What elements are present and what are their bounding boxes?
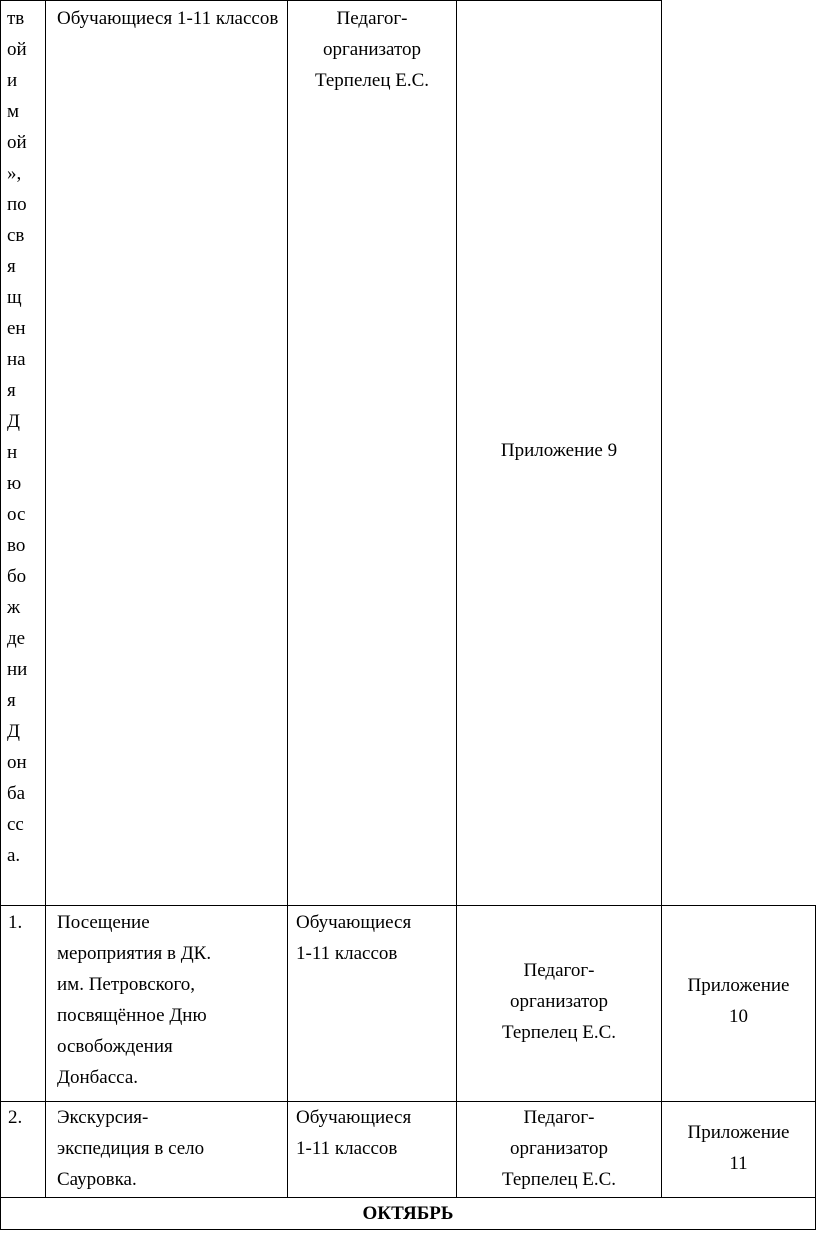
appendix-text: Приложение 9 <box>500 440 618 461</box>
fragment-line: на <box>7 349 26 370</box>
fragment-line: ой <box>7 39 27 60</box>
event-line: Экскурсия- <box>57 1107 149 1128</box>
responsible-cell <box>457 955 661 1048</box>
event-line: им. Петровского, <box>57 974 196 995</box>
fragment-line: ен <box>7 318 26 339</box>
event-line: посвящённое Дню <box>57 1005 207 1026</box>
event-line: мероприятия в ДК. <box>57 943 212 964</box>
fragment-line: я <box>7 690 16 711</box>
fragment-line: бо <box>7 566 27 587</box>
fragment-line: Д <box>7 721 20 742</box>
fragment-line: ю <box>7 473 22 494</box>
col-divider <box>45 0 46 1198</box>
table-top-border <box>0 0 662 1</box>
participants-line: 1-11 классов <box>296 943 398 964</box>
fragment-line: ни <box>7 659 28 680</box>
fragment-line: ба <box>7 783 26 804</box>
fragment-line: ж <box>7 597 21 618</box>
appendix-line: 10 <box>729 1006 748 1027</box>
responsible-line: Терпелец Е.С. <box>501 1022 617 1043</box>
fragment-line: св <box>7 225 25 246</box>
event-line: Донбасса. <box>57 1067 139 1088</box>
participants-cell <box>296 907 454 969</box>
participants-line: Обучающиеся <box>296 912 412 933</box>
participants-line: 1-11 классов <box>296 1138 398 1159</box>
fragment-line: во <box>7 535 26 556</box>
appendix-cell <box>662 1117 815 1179</box>
appendix-cell <box>662 970 815 1032</box>
fragment-line: ос <box>7 504 26 525</box>
appendix-line: Приложение <box>687 1122 790 1143</box>
col-divider <box>661 0 662 906</box>
col-divider <box>287 0 288 1198</box>
responsible-line: организатор <box>509 991 609 1012</box>
fragment-line: а. <box>7 845 21 866</box>
fragment-line: по <box>7 194 27 215</box>
table-bottom-border <box>0 1229 816 1230</box>
event-name-fragment <box>7 3 43 871</box>
responsible-cell <box>288 3 456 96</box>
participants-line: Обучающиеся <box>296 1107 412 1128</box>
fragment-line: я <box>7 256 16 277</box>
row-number: 2. <box>8 1107 23 1128</box>
participants-text: Обучающиеся 1-11 классов <box>57 8 279 29</box>
participants-cell <box>296 1102 454 1164</box>
event-line: Сауровка. <box>57 1169 137 1190</box>
event-line: освобождения <box>57 1036 173 1057</box>
event-cell <box>57 907 285 1093</box>
fragment-line: н <box>7 442 18 463</box>
fragment-line: и <box>7 70 18 91</box>
event-cell <box>57 1102 285 1195</box>
fragment-line: щ <box>7 287 22 308</box>
responsible-line: организатор <box>509 1138 609 1159</box>
fragment-line: я <box>7 380 16 401</box>
appendix-line: 11 <box>729 1153 748 1174</box>
participants-cell <box>57 3 282 34</box>
fragment-line: сс <box>7 814 24 835</box>
row-number: 1. <box>8 912 23 933</box>
fragment-line: де <box>7 628 26 649</box>
appendix-cell <box>457 435 661 466</box>
row-divider <box>0 905 816 906</box>
fragment-line: Д <box>7 411 20 432</box>
responsible-line: Терпелец Е.С. <box>314 70 430 91</box>
event-line: экспедиция в село <box>57 1138 205 1159</box>
responsible-cell <box>457 1102 661 1195</box>
month-header: ОКТЯБРЬ <box>362 1203 454 1224</box>
fragment-line: », <box>7 163 22 184</box>
responsible-line: Педагог- <box>523 960 595 981</box>
responsible-line: Педагог- <box>336 8 408 29</box>
table-left-border <box>0 0 1 1230</box>
fragment-line: тв <box>7 8 25 29</box>
responsible-line: организатор <box>322 39 422 60</box>
fragment-line: ой <box>7 132 27 153</box>
responsible-line: Педагог- <box>523 1107 595 1128</box>
responsible-line: Терпелец Е.С. <box>501 1169 617 1190</box>
event-line: Посещение <box>57 912 150 933</box>
appendix-line: Приложение <box>687 975 790 996</box>
fragment-line: м <box>7 101 20 122</box>
fragment-line: он <box>7 752 27 773</box>
